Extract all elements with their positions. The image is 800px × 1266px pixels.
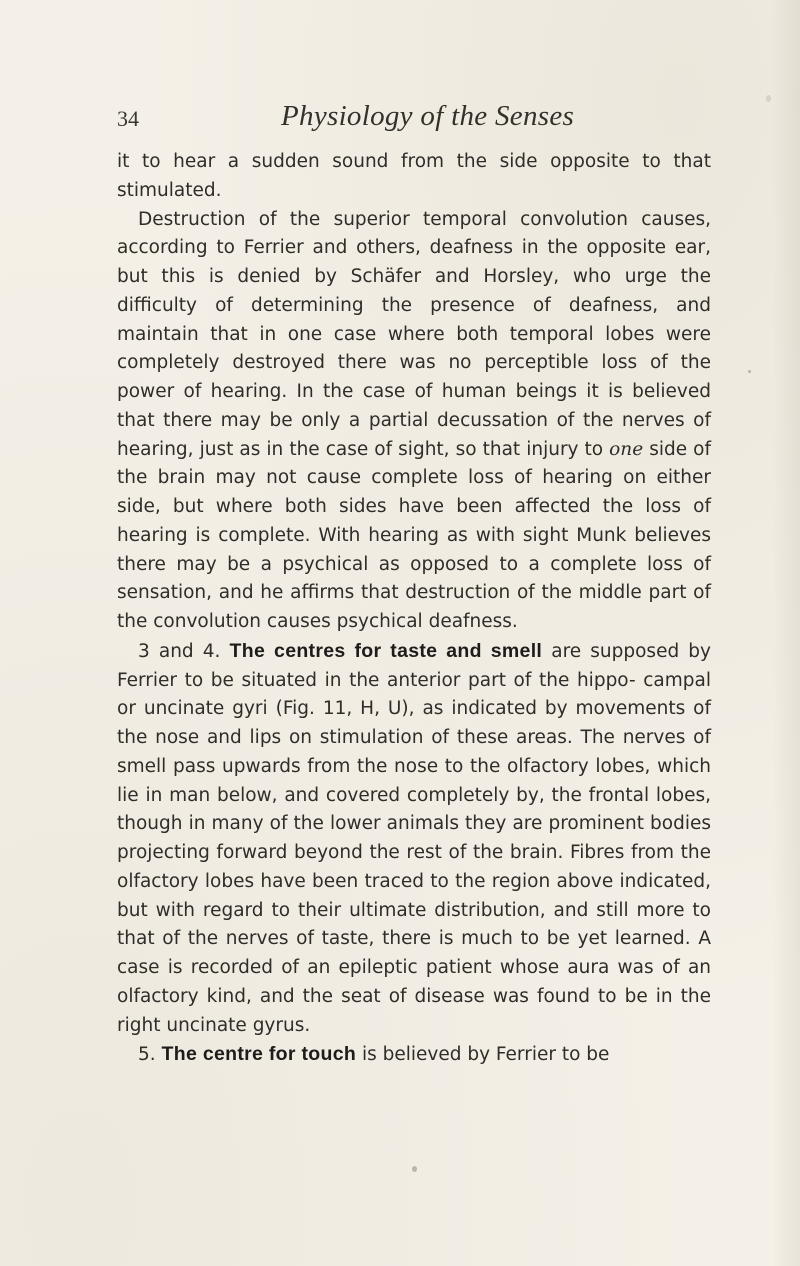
running-title: Physiology of the Senses — [281, 100, 575, 132]
paragraph-hearing — [117, 206, 711, 637]
italic-emphasis: one — [609, 438, 644, 460]
paper-speck — [748, 370, 751, 373]
paragraph-text: it to hear a sudden sound from the side opposite to that stimulated. — [117, 151, 711, 201]
body-text — [117, 148, 711, 1070]
paragraph-touch — [117, 1040, 711, 1070]
paper-speck — [412, 1166, 417, 1172]
paragraph-text: are supposed by Ferrier to be situated in the anterior part of the hippo- campal or uncinate gyri (Fig. 11, H, U), as indicated by movements of the nose and lips on stimulation of these areas. The nerves of smell pass upwards from the nose to the olfactory lobes, which lie in man below, and covered completely by, the frontal lobes, though in many of the lower animals they are prominent bodies projecting forward beyond the rest of the brain. Fibres from the olfactory lobes have been traced to the region above indicated, but with regard to their ultimate distribution, and still more to that of the nerves of taste, there is much to be yet learned. A case is recorded of an epileptic patient whose aura was of an olfactory kind, and the seat of disease was found to be in the right uncinate gyrus. — [117, 640, 711, 1036]
page-number: 34 — [117, 106, 139, 131]
paragraph-text: side of the brain may not cause complete loss of hearing on either side, but where both sides have been affected the loss of hearing is complete. With hearing as with sight Munk believes there may be a psychical as opposed to a complete loss of sensation, and he affirms that destruction of the middle part of the convolution causes psychical deafness. — [117, 438, 711, 632]
paragraph-text: Destruction of the superior temporal convolution causes, according to Ferrier and others, deafness in the opposite ear, but this is denied by Schäfer and Horsley, who urge the difficulty of determining the presence of deafness, and maintain that in one case where both temporal lobes were completely destroyed there was no perceptible loss of the power of hearing. In the case of human beings it is believed that there may be only a partial decussation of the nerves of hearing, just as in the case of sight, so that injury to — [117, 208, 711, 460]
section-number: 5. — [138, 1044, 156, 1066]
paragraph-text: is believed by Ferrier to be — [356, 1044, 610, 1066]
paragraph-continued — [117, 148, 711, 206]
paper-speck — [766, 95, 771, 102]
page-edge-shadow — [772, 0, 800, 1266]
page-header — [117, 100, 717, 140]
section-number: 3 and 4. — [138, 640, 221, 662]
section-heading: The centres for taste and smell — [229, 639, 543, 662]
section-heading: The centre for touch — [161, 1043, 357, 1066]
paragraph-taste-smell — [117, 637, 711, 1041]
